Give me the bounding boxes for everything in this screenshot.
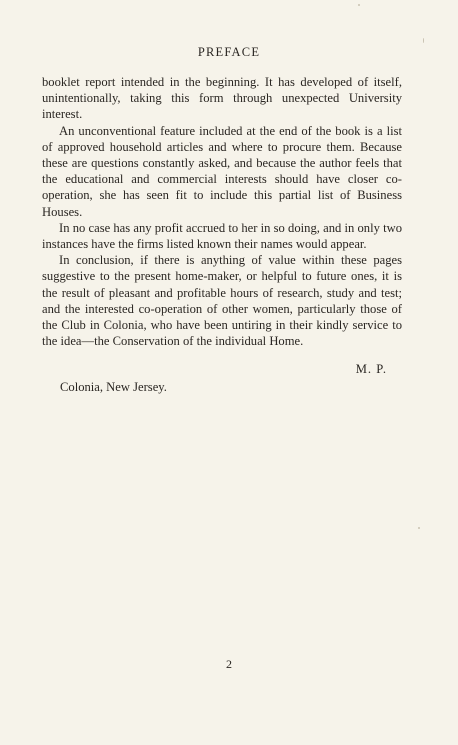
paragraph-2: An unconventional feature included at the end of the book is a list of approved household articles and where to procure them. Because these are questions constantly asked, and because the author feels that the educational and commercial interests should have closer co-operation, she has seen fit to include this partial list of Business Houses. [42,123,402,219]
paragraph-4: In conclusion, if there is anything of value within these pages suggestive to the present home-maker, or helpful to future ones, it is the result of pleasant and profitable hours of research, study and test; and the interested co-operation of other women, particularly those of the Club in Colonia, who have been untiring in their kindly service to the idea—the Conservation of the individual Home. [42,253,402,349]
paper-speck [358,4,360,6]
paper-speck [418,527,420,529]
page-heading: PREFACE [197,45,261,59]
paragraph-3: In no case has any profit accrued to her in so doing, and in only two instances have the firms listed known their names would appear. [42,220,402,252]
paper-speck [423,38,424,43]
paragraph-1: booklet report intended in the beginning. It has developed of itself, unintentionally, taking this form through unexpected University interest. [42,75,402,122]
preface-text [42,74,402,349]
place-line: Colonia, New Jersey. [60,380,167,394]
page-number: 2 [226,657,232,671]
author-signature: M. P. [355,362,387,376]
